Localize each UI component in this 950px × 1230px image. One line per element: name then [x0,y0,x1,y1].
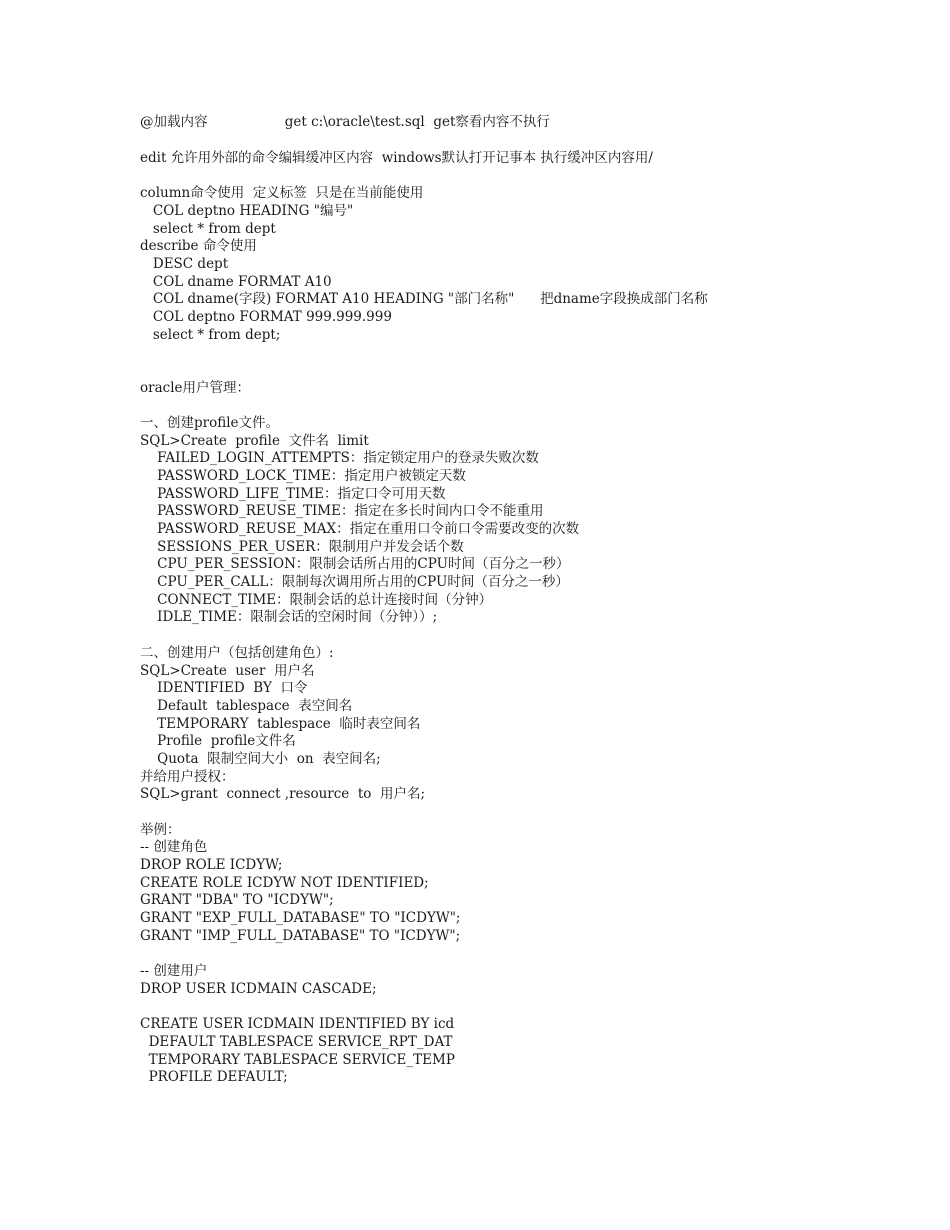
code-line: DESC dept [140,256,229,272]
code-line: PROFILE DEFAULT; [140,1069,288,1085]
code-line: SESSIONS_PER_USER：限制用户并发会话个数 [140,539,464,555]
code-line: FAILED_LOGIN_ATTEMPTS：指定锁定用户的登录失败次数 [140,450,539,466]
code-line: CONNECT_TIME：限制会话的总计连接时间（分钟） [140,592,493,608]
code-line: select * from dept; [140,327,281,343]
code-line: SQL>grant connect ,resource to 用户名; [140,786,426,802]
code-line: DROP ROLE ICDYW; [140,857,283,873]
code-comment: -- 创建角色 [140,839,208,855]
code-line: Profile profile文件名 [140,733,296,749]
code-line: DROP USER ICDMAIN CASCADE; [140,981,377,997]
code-comment: -- 创建用户 [140,963,208,979]
code-line: PASSWORD_REUSE_TIME：指定在多长时间内口令不能重用 [140,503,544,519]
code-line: Default tablespace 表空间名 [140,698,353,714]
text-line: 并给用户授权： [140,769,235,785]
code-line: CPU_PER_CALL：限制每次调用所占用的CPU时间（百分之一秒） [140,574,569,590]
code-line: COL dname FORMAT A10 [140,274,332,290]
text-line: edit 允许用外部的命令编辑缓冲区内容 windows默认打开记事本 执行缓冲区内容用/ [140,150,653,166]
code-line: TEMPORARY TABLESPACE SERVICE_TEMP [140,1052,455,1068]
code-line: CREATE USER ICDMAIN IDENTIFIED BY icd [140,1016,455,1032]
section-heading: oracle用户管理： [140,380,250,396]
code-line: Quota 限制空间大小 on 表空间名; [140,751,381,767]
text-line: column命令使用 定义标签 只是在当前能使用 [140,185,424,201]
code-line: PASSWORD_LIFE_TIME：指定口令可用天数 [140,486,446,502]
section-heading: 二、创建用户（包括创建角色）: [140,645,334,661]
code-line: TEMPORARY tablespace 临时表空间名 [140,716,421,732]
code-line: DEFAULT TABLESPACE SERVICE_RPT_DAT [140,1034,453,1050]
text-line: describe 命令使用 [140,238,257,254]
code-line: GRANT "DBA" TO "ICDYW"; [140,892,334,908]
code-line: GRANT "EXP_FULL_DATABASE" TO "ICDYW"; [140,910,461,926]
code-line: COL deptno FORMAT 999.999.999 [140,309,392,325]
code-line: SQL>Create user 用户名 [140,663,315,679]
code-line: select * from dept [140,221,276,237]
code-line: CPU_PER_SESSION：限制会话所占用的CPU时间（百分之一秒） [140,556,570,572]
section-heading: 举例： [140,822,181,838]
code-line: COL deptno HEADING "编号" [140,203,354,219]
code-line: IDLE_TIME：限制会话的空闲时间（分钟））; [140,609,438,625]
code-line: IDENTIFIED BY 口令 [140,680,308,696]
code-line: SQL>Create profile 文件名 limit [140,433,369,449]
text-line: @加载内容 get c:\oracle\test.sql get察看内容不执行 [140,114,550,130]
document-page [140,0,930,1230]
code-line: CREATE ROLE ICDYW NOT IDENTIFIED; [140,875,429,891]
code-line: GRANT "IMP_FULL_DATABASE" TO "ICDYW"; [140,928,461,944]
section-heading: 一、创建profile文件。 [140,415,280,431]
code-line: PASSWORD_REUSE_MAX：指定在重用口令前口令需要改变的次数 [140,521,580,537]
code-line: COL dname(字段) FORMAT A10 HEADING "部门名称" 把dname字段换成部门名称 [140,291,708,307]
code-line: PASSWORD_LOCK_TIME：指定用户被锁定天数 [140,468,466,484]
